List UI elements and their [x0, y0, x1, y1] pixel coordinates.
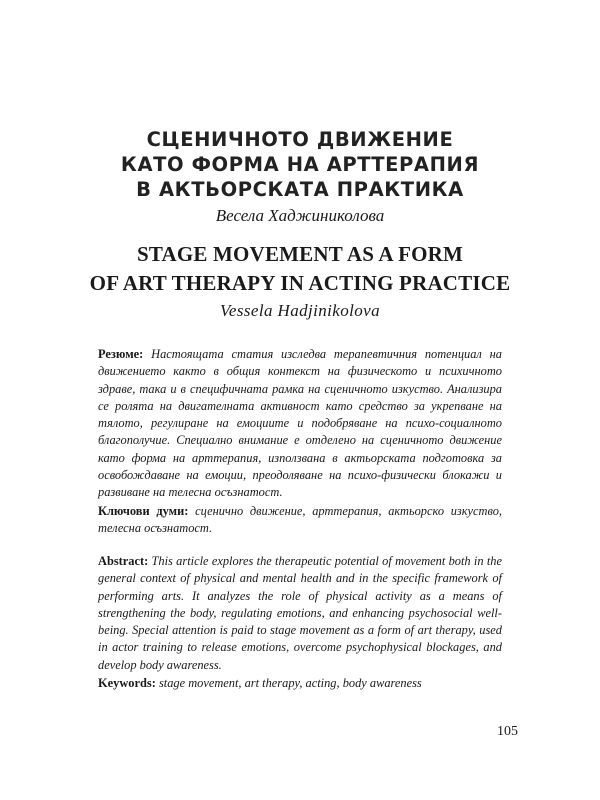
title-english [60, 240, 540, 298]
abstract-english [98, 553, 502, 674]
keywords-bulgarian-text: сценично движение, арттерапия, актьорско изкуство, телесна осъзнатост. [98, 504, 503, 536]
keywords-english-label: Keywords: [98, 676, 156, 690]
title-english-line1: STAGE MOVEMENT AS A FORM [136, 242, 464, 266]
abstract-bulgarian [98, 346, 502, 502]
keywords-english-text: stage movement, art therapy, acting, body awareness [158, 676, 422, 690]
abstract-english-text: This article explores the therapeutic potential of movement both in the general context of physical and mental health and in the specific framework of performing arts. It analyzes the role of physical activity as a means of strengthening the body, regulating emotions, and enhancing psychosocial well-being. Special attention is paid to stage movement as a form of art therapy, used in actor training to release emotions, overcome psychophysical blockages, and develop body awareness. [98, 554, 502, 672]
abstract-bulgarian-text: Настоящата статия изследва терапевтичния потенциал на движението както в общия контекст на физическото и психичното здраве, така и в специфичната рамка на сценичното изкуство. Анализира се ролята на двигателната активност като средство за укрепване на тялото, регулиране на емоциите и подобряване на психо-социалното благополучие. Специално внимание е отделено на сценичното движение като форма на арттерапия, използвана в актьорската подготовка за освобождаване на емоции, преодоляване на психо-физически блокажи и развиване на телесна осъзнатост. [98, 347, 502, 500]
title-bulgarian-line3: В АКТЬОРСКАТА ПРАКТИКА [136, 178, 464, 201]
keywords-english [98, 675, 502, 692]
page-number: 105 [497, 724, 518, 739]
author-english: Vessela Hadjinikolova [220, 301, 380, 320]
abstract-english-label: Abstract: [98, 554, 149, 568]
title-bulgarian-line2: КАТО ФОРМА НА АРТТЕРАПИЯ [120, 153, 480, 176]
title-bulgarian-line1: СЦЕНИЧНОТО ДВИЖЕНИЕ [146, 128, 454, 151]
keywords-bulgarian [98, 503, 502, 538]
keywords-bulgarian-label: Ключови думи: [98, 504, 189, 518]
title-english-line2: OF ART THERAPY IN ACTING PRACTICE [89, 271, 511, 295]
author-bulgarian: Весела Хаджиниколова [215, 206, 385, 225]
abstract-bulgarian-label: Резюме: [98, 347, 144, 361]
